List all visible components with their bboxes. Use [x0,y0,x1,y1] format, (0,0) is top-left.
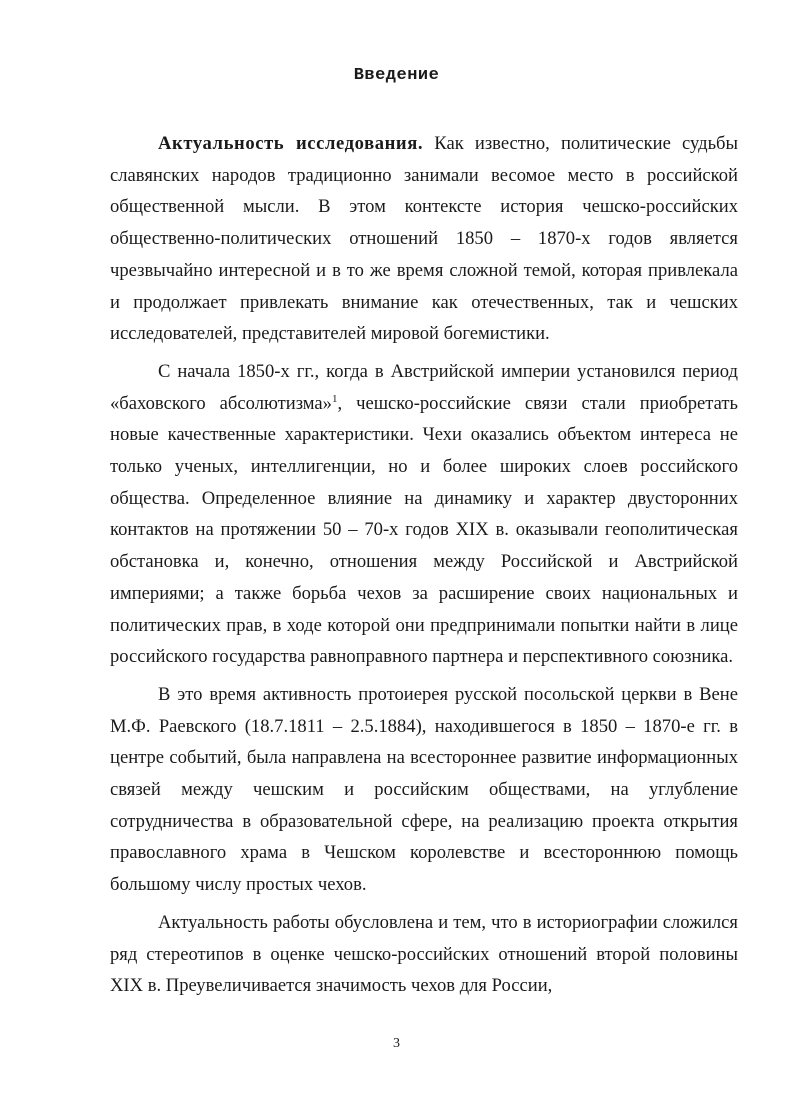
paragraph-raevsky [110,679,738,901]
paragraph-lead-phrase: Актуальность исследования. [158,133,424,154]
paragraph-text: В это время активность протоиерея русской посольской церкви в Вене М.Ф. Раевского (18.7.1811 – 2.5.1884), находившегося в 1850 – 1870-е гг. в центре событий, была направлена на всестороннее развитие информационных связей между чешским и российским обществами, на углубление сотрудничества в образовательной сфере, на реализацию проекта открытия православного храма в Чешском королевстве и всестороннюю помощь большому числу простых чехов. [110,683,738,896]
paragraph-history [110,356,738,673]
section-heading: Введение [353,66,440,85]
paragraph-text-start: С начала 1850-х гг., когда в Австрийской империи установился период «баховского абсолютизма» [110,360,738,414]
footnote-marker[interactable]: 1 [331,392,338,405]
paragraph-text: Как известно, политические судьбы славянских народов традиционно занимали весомое место в российской общественной мысли. В этом контексте история чешско-российских общественно-политических отношений 1850 – 1870-х годов является чрезвычайно интересной и в то же время сложной темой, которая привлекала и продолжает привлекать внимание как отечественных, так и чешских исследователей, представителей мировой богемистики. [110,133,739,345]
body-text [110,128,738,1002]
paragraph-text-end: , чешско-российские связи стали приобретать новые качественные характеристики. Чехи оказались объектом интереса не только ученых, интеллигенции, но и более широких слоев российского общества. Определенное влияние на динамику и характер двусторонних контактов на протяжении 50 – 70-х годов XIX в. оказывали геополитическая обстановка и, конечно, отношения между Российской и Австрийской империями; а также борьба чехов за расширение своих национальных и политических прав, в ходе которой они предпринимали попытки найти в лице российского государства равноправного партнера и перспективного союзника. [110,392,738,668]
paragraph-relevance [110,128,738,350]
paragraph-historiography [110,907,738,1002]
page-number: 3 [393,1036,400,1051]
paragraph-text: Актуальность работы обусловлена и тем, что в историографии сложился ряд стереотипов в оценке чешско-российских отношений второй половины XIX в. Преувеличивается значимость чехов для России, [110,911,738,997]
